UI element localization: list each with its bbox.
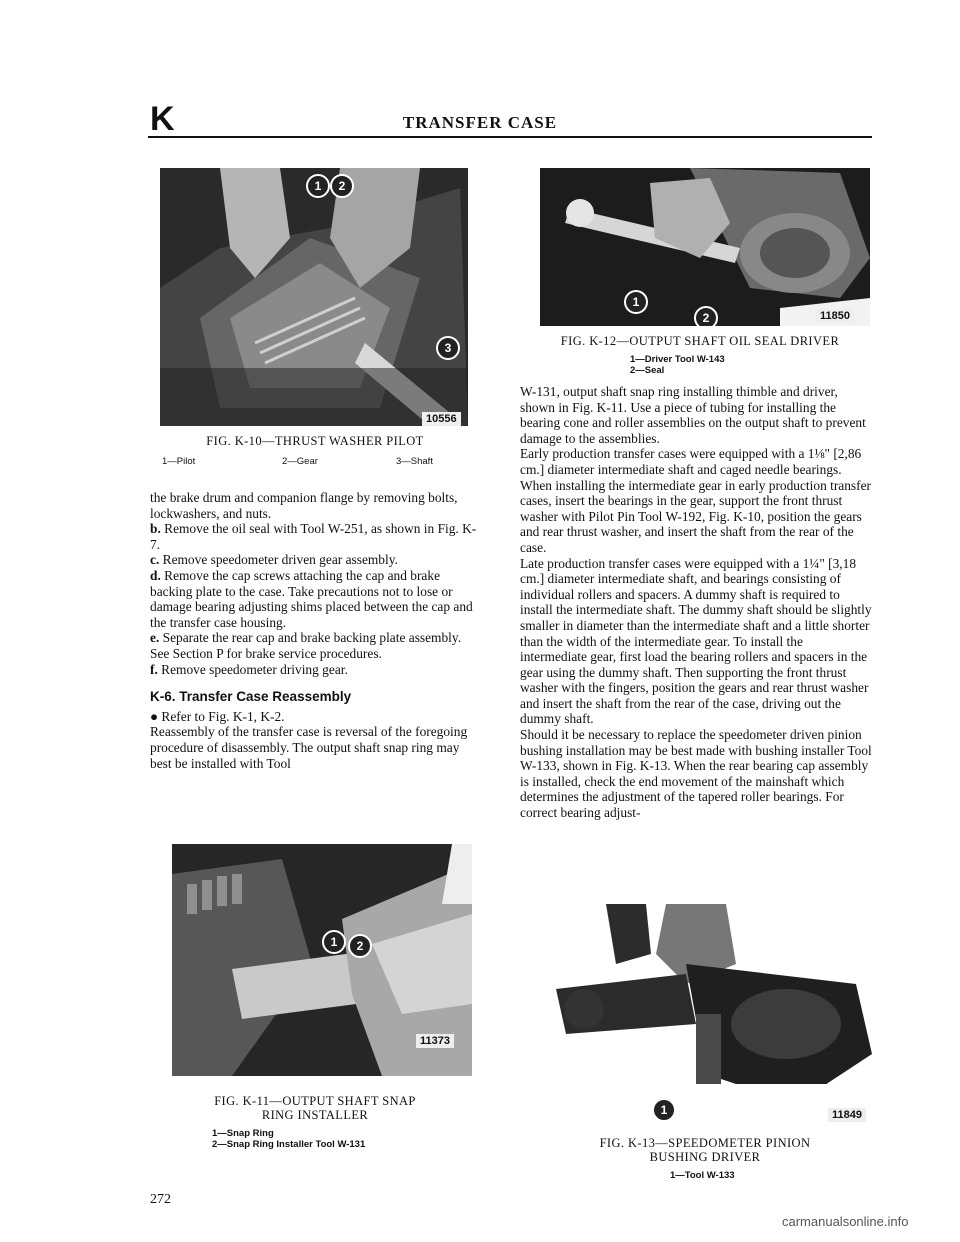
step-text: Remove the oil seal with Tool W-251, as shown in Fig. K-7. — [150, 521, 477, 552]
step-label: b. — [150, 521, 161, 537]
callout-1: 1 — [652, 1098, 676, 1122]
figure-k13-photo — [556, 904, 872, 1126]
step-text: Separate the rear cap and brake backing plate assembly. See Section P for brake service procedures. — [150, 630, 462, 661]
callout-1: 1 — [624, 290, 648, 314]
figure-k11-caption-line2: RING INSTALLER — [261, 1108, 369, 1122]
figure-k10-legend-shaft: 3—Shaft — [396, 456, 433, 467]
figure-k11-photo — [172, 844, 472, 1076]
step-label: e. — [150, 630, 160, 646]
watermark-link[interactable]: carmanualsonline.info — [782, 1214, 909, 1229]
legend-item: 2—Snap Ring Installer Tool W-131 — [212, 1139, 366, 1150]
callout-2: 2 — [330, 174, 354, 198]
figure-k10-legend-pilot: 1—Pilot — [162, 456, 196, 467]
figure-k12-legend — [630, 354, 725, 376]
step-text: Remove speedometer driving gear. — [157, 661, 348, 677]
paragraph: W-131, output shaft snap ring installing thimble and driver, shown in Fig. K-11. Use a piece of tubing for installing the bearing cone and roller assemblies on the output shaft to prevent damage to the assemblies. — [520, 384, 866, 446]
callout-2: 2 — [694, 306, 718, 326]
step-f — [150, 662, 480, 678]
figure-k11-legend — [212, 1128, 365, 1150]
section-heading: K-6. Transfer Case Reassembly — [150, 689, 352, 705]
page-title: TRANSFER CASE — [402, 113, 558, 132]
step-label: f. — [150, 661, 158, 677]
step-text: Remove speedometer driven gear assembly. — [159, 552, 398, 568]
step-label: d. — [150, 567, 161, 583]
figure-k10-caption: FIG. K-10—THRUST WASHER PILOT — [206, 434, 424, 448]
paragraph: the brake drum and companion flange by removing bolts, lockwashers, and nuts. — [150, 490, 458, 521]
figure-k11-caption-line1: FIG. K-11—OUTPUT SHAFT SNAP — [214, 1094, 416, 1108]
page-number: 272 — [150, 1192, 171, 1207]
callout-3: 3 — [436, 336, 460, 360]
step-c — [150, 552, 480, 568]
photo-id: 10556 — [422, 412, 461, 426]
step-text: Remove the cap screws attaching the cap and brake backing plate to the case. Take precautions not to lose or damage bearing adjusting shims placed between the cap and the transfer case housing. — [150, 567, 473, 630]
left-column-text — [150, 490, 480, 771]
legend-item: 1—Snap Ring — [212, 1128, 274, 1139]
photo-id: 11373 — [416, 1034, 454, 1048]
paragraph: Late production transfer cases were equipped with a 1¼" [3,18 cm.] diameter intermediate shaft, and bearings consisting of individual rollers and spacers. A dummy shaft is required to install the intermediate shaft. The dummy shaft should be slightly smaller in diameter than the intermediate shaft and a little shorter than the width of the intermediate gear. To install the intermediate gear, first load the bearing rollers and spacers in the gear using the dummy shaft. Then supporting the front thrust washer with the fingers, position the gears and rear thrust washer and insert the shaft from the rear of the case, driving out the dummy shaft. — [520, 555, 872, 727]
photo-id: 11850 — [816, 309, 854, 323]
photo-id: 11849 — [828, 1108, 866, 1122]
legend-item: 2—Seal — [630, 365, 665, 376]
step-e — [150, 630, 480, 661]
figure-k12-photo — [540, 168, 870, 326]
header-rule — [148, 136, 872, 138]
paragraph: Early production transfer cases were equipped with a 1⅛" [2,86 cm.] diameter intermediate shaft and caged needle bearings. When installing the intermediate gear in early production transfer cases, insert the bearings in the gear, support the front thrust washer with Pilot Pin Tool W-192, Fig. K-10, position the gears and rear thrust washer, and insert the shaft from the rear of the case. — [520, 446, 872, 555]
bullet-reference: ● Refer to Fig. K-1, K-2. — [150, 708, 285, 724]
figure-k10-legend-gear: 2—Gear — [282, 456, 318, 467]
figure-k13-caption-line1: FIG. K-13—SPEEDOMETER PINION — [599, 1136, 811, 1150]
callout-1: 1 — [322, 930, 346, 954]
paragraph: Reassembly of the transfer case is reversal of the foregoing procedure of disassembly. The output shaft snap ring may best be installed with Tool — [150, 724, 468, 771]
figure-k13-caption-line2: BUSHING DRIVER — [649, 1150, 761, 1164]
step-d — [150, 568, 480, 630]
section-letter: K — [150, 100, 175, 138]
callout-1: 1 — [306, 174, 330, 198]
right-column-text — [520, 384, 872, 821]
figure-k12-caption: FIG. K-12—OUTPUT SHAFT OIL SEAL DRIVER — [560, 334, 840, 348]
figure-k10-photo — [160, 168, 468, 426]
step-label: c. — [150, 552, 160, 568]
callout-2: 2 — [348, 934, 372, 958]
legend-item: 1—Driver Tool W-143 — [630, 354, 725, 365]
step-b — [150, 521, 480, 552]
paragraph: Should it be necessary to replace the speedometer driven pinion bushing installation may be best made with bushing installer Tool W-133, shown in Fig. K-13. When the rear bearing cap assembly is installed, check the end movement of the mainshaft which determines the adjustment of the tapered roller bearings. For correct bearing adjust- — [520, 727, 872, 821]
figure-k13-legend: 1—Tool W-133 — [670, 1170, 735, 1181]
